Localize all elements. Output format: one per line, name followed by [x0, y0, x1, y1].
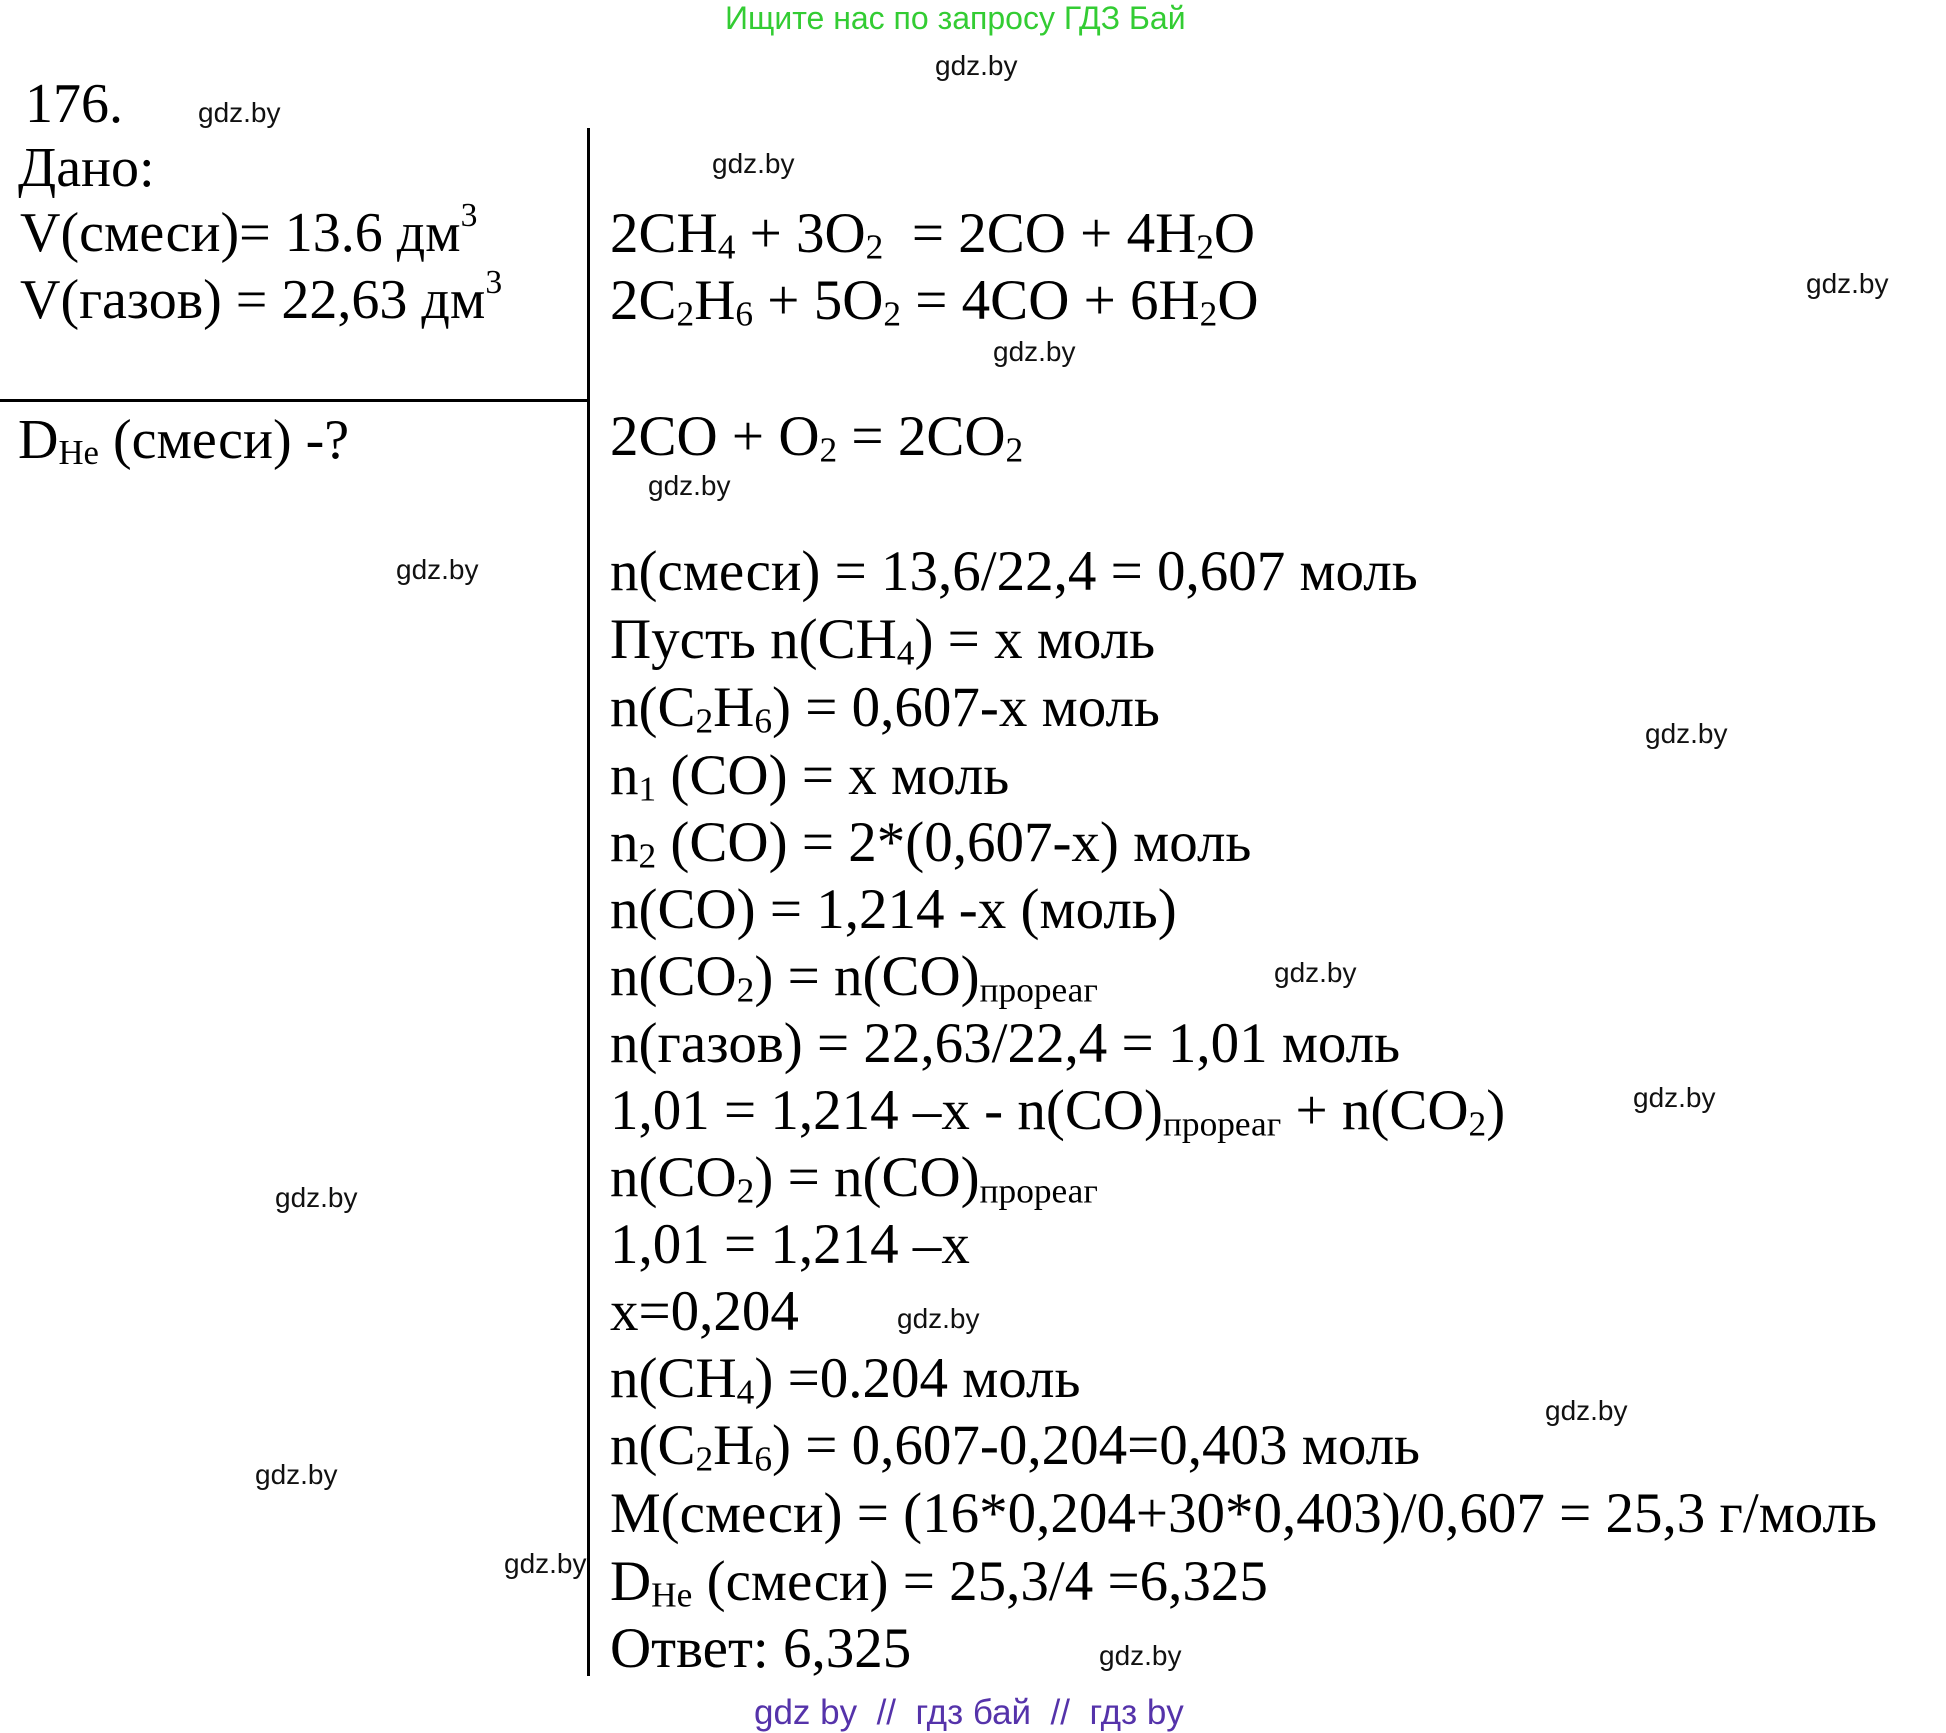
watermark: gdz.by: [1645, 718, 1728, 749]
given-volume-mixture: V(смеси)= 13.6 $дм^3$: [20, 196, 478, 264]
given-volume-gases: V(газов) = 22,63 $дм^3$: [20, 263, 503, 331]
watermark: gdz.by: [712, 148, 795, 179]
reaction-co-oxidation: $2CO + O_2 = 2CO_2$: [610, 405, 1024, 470]
search-hint-link[interactable]: Ищите нас по запросу ГДЗ Бай: [725, 0, 1186, 36]
answer-line: Ответ: 6,325: [610, 1617, 912, 1680]
given-title: Дано:: [18, 137, 155, 199]
watermark: gdz.by: [275, 1182, 358, 1213]
footer-links[interactable]: gdz by // гдз бай // гдз by: [754, 1693, 1184, 1732]
solution-line: n(CO) = 1,214 -x (моль): [610, 878, 1177, 941]
given-find-divider: [0, 399, 589, 402]
watermark: gdz.by: [504, 1548, 587, 1579]
solution-line: M(смеси) = (16*0,204+30*0,403)/0,607 = 25,3 г/моль: [610, 1482, 1877, 1545]
solution-line: $n(CO_2) = n(CO)_{прореаг}$: [610, 945, 1098, 1010]
solution-line: $n_2$ (CO) = 2*(0,607-x) моль: [610, 811, 1252, 876]
solution-line: n(газов) = 22,63/22,4 = 1,01 моль: [610, 1012, 1401, 1075]
find-density: $D_{He}$ (смеси) -?: [18, 409, 350, 473]
vertical-divider: [587, 128, 590, 1676]
solution-line: 1,01 = 1,214 $-x - n(CO)_{прореаг} + n(CO_2)$: [610, 1079, 1506, 1144]
solution-line: $n_1$ (CO) = x моль: [610, 744, 1010, 809]
watermark: gdz.by: [1806, 268, 1889, 299]
solution-line: $n(CH_4) =0.204$ моль: [610, 1347, 1081, 1412]
watermark: gdz.by: [935, 50, 1018, 81]
solution-line: $n(C_2H_6) = 0,607-0,204=0,403$ моль: [610, 1414, 1421, 1479]
solution-line: n(смеси) = 13,6/22,4 = 0,607 моль: [610, 540, 1418, 603]
solution-line: $n(CO_2) = n(CO)_{прореаг}$: [610, 1146, 1098, 1211]
watermark: gdz.by: [255, 1459, 338, 1490]
watermark: gdz.by: [198, 97, 281, 128]
solution-line: $n(C_2H_6) = 0,607-x$ моль: [610, 676, 1160, 741]
solution-line: x=0,204: [610, 1280, 799, 1343]
task-number: 176.: [25, 73, 123, 135]
reaction-methane: $2CH_4 + 3O_2 = 2CO + 4H_2O$: [610, 202, 1256, 267]
solution-line: 1,01 = 1,214 –x: [610, 1213, 970, 1276]
solution-line: $D_{He}$ (смеси) = 25,3/4 =6,325: [610, 1550, 1268, 1615]
solution-line: Пусть $n(CH_4) = x$ моль: [610, 608, 1156, 673]
reaction-ethane: $2C_2H_6 + 5O_2 = 4CO + 6H_2O$: [610, 269, 1259, 334]
watermark: gdz.by: [993, 336, 1076, 367]
watermark: gdz.by: [1545, 1395, 1628, 1426]
watermark: gdz.by: [1099, 1640, 1182, 1671]
watermark: gdz.by: [1633, 1082, 1716, 1113]
watermark: gdz.by: [648, 470, 731, 501]
watermark: gdz.by: [1274, 957, 1357, 988]
watermark: gdz.by: [396, 554, 479, 585]
watermark: gdz.by: [897, 1303, 980, 1334]
